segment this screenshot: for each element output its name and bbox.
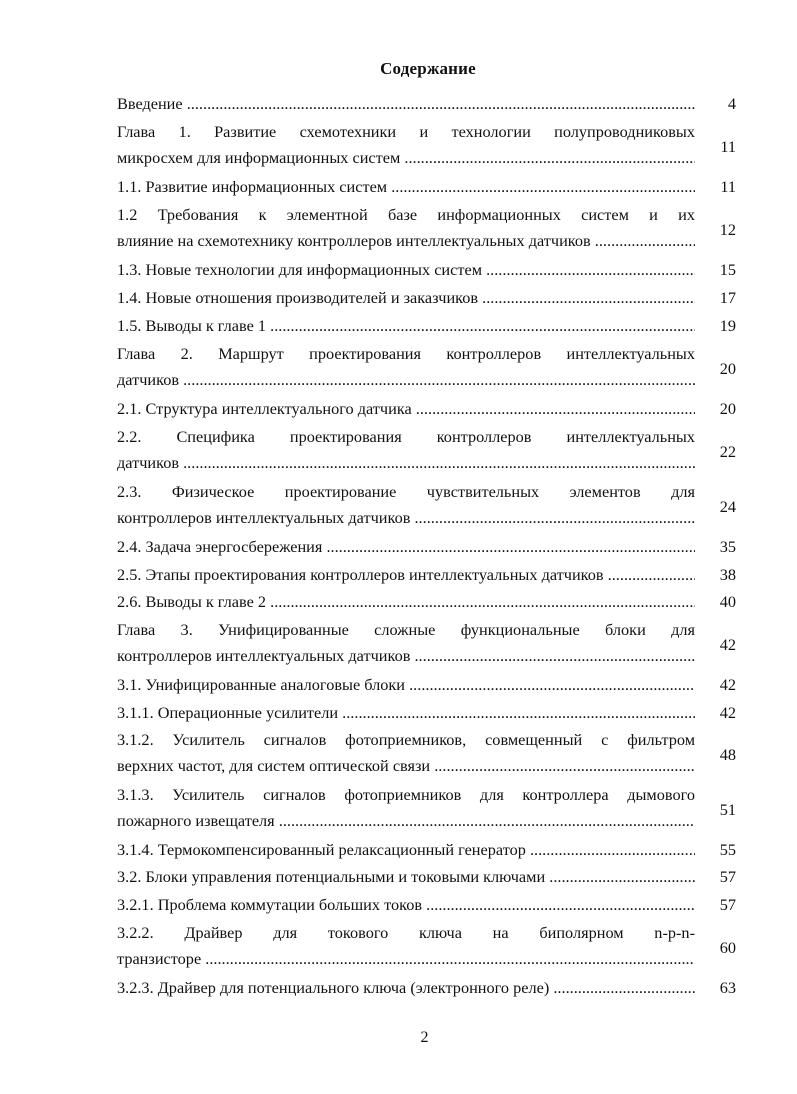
- toc-entry-page: 63: [719, 978, 736, 997]
- toc-entry-page: 38: [719, 565, 736, 584]
- toc-entry-page: 4: [727, 94, 736, 113]
- toc-entry-text: 3.1.1. Операционные усилители .....: [117, 703, 695, 723]
- toc-entry-page: 57: [719, 895, 736, 914]
- toc-entry-page: 40: [719, 592, 736, 611]
- toc-entry-text: микросхем для информационных систем .....: [117, 148, 695, 168]
- toc-entry-text: 3.2.1. Проблема коммутации больших токов .....: [117, 895, 695, 915]
- toc-entry-text: 2.1. Структура интеллектуального датчика .....: [117, 399, 695, 419]
- toc-entry-text: 2.2. Специфика проектирования контроллеров интеллектуальных: [117, 427, 695, 446]
- toc-entry-text: 3.2. Блоки управления потенциальными и токовыми ключами .....: [117, 867, 695, 887]
- toc-entry-text: Глава 1. Развитие схемотехники и технологии полупроводниковых: [117, 122, 695, 141]
- toc-entry-text: датчиков .....: [117, 453, 695, 473]
- toc-entry-text: Введение .....: [117, 94, 695, 114]
- toc-entry-text: 2.6. Выводы к главе 2 .....: [117, 592, 695, 612]
- toc-entry-text: транзисторе .....: [117, 949, 695, 969]
- toc-entry-text: датчиков .....: [117, 370, 695, 390]
- toc-entry-page: 20: [719, 399, 736, 418]
- toc-entry-page: 20: [719, 359, 736, 378]
- toc-title: Содержание: [380, 59, 476, 78]
- toc-entry-text: 2.5. Этапы проектирования контроллеров интеллектуальных датчиков .....: [117, 565, 695, 585]
- toc-entry-page: 11: [720, 177, 736, 196]
- toc-entry-text: 3.1.4. Термокомпенсированный релаксационный генератор .....: [117, 840, 695, 860]
- toc-entry-text: 1.5. Выводы к главе 1 .....: [117, 316, 695, 336]
- toc-entry-page: 17: [719, 288, 736, 307]
- toc-entry-text: Глава 2. Маршрут проектирования контроллеров интеллектуальных: [117, 344, 695, 363]
- toc-entry-text: Глава 3. Унифицированные сложные функциональные блоки для: [117, 620, 695, 639]
- toc-entry-text: пожарного извещателя .....: [117, 811, 695, 831]
- toc-entry-text: 1.1. Развитие информационных систем .....: [117, 177, 695, 197]
- toc-entry-page: 42: [719, 675, 736, 694]
- toc-entry-page: 22: [719, 442, 736, 461]
- toc-entry-text: 2.3. Физическое проектирование чувствительных элементов для: [117, 482, 695, 501]
- toc-entry-text: влияние на схемотехнику контроллеров интеллектуальных датчиков .....: [117, 231, 695, 251]
- toc-entry-page: 42: [719, 703, 736, 722]
- toc-entry-page: 51: [719, 800, 736, 819]
- toc-entry-page: 42: [719, 635, 736, 654]
- page-number: 2: [420, 1029, 429, 1046]
- toc-entry-text: 3.1.3. Усилитель сигналов фотоприемников для контроллера дымового: [117, 785, 695, 804]
- toc-entry-text: 1.4. Новые отношения производителей и заказчиков .....: [117, 288, 695, 308]
- toc-entry-text: 3.2.2. Драйвер для токового ключа на биполярном n-p-n-: [117, 923, 695, 942]
- toc-entry-text: 1.3. Новые технологии для информационных систем .....: [117, 260, 695, 280]
- toc-entry-page: 57: [719, 867, 736, 886]
- toc-entry-page: 11: [720, 137, 736, 156]
- toc-entry-text: 3.2.3. Драйвер для потенциального ключа (электронного реле) .....: [117, 978, 695, 998]
- toc-entry-text: 3.1. Унифицированные аналоговые блоки .....: [117, 675, 695, 695]
- toc-entry-text: 3.1.2. Усилитель сигналов фотоприемников, совмещенный с фильтром: [117, 730, 695, 749]
- toc-entry-text: верхних частот, для систем оптической связи .....: [117, 756, 695, 776]
- toc-entry-page: 55: [719, 840, 736, 859]
- toc-entry-text: 2.4. Задача энергосбережения .....: [117, 537, 695, 557]
- toc-entry-text: контроллеров интеллектуальных датчиков .....: [117, 508, 695, 528]
- toc-entry-page: 24: [719, 497, 736, 516]
- toc-entry-page: 35: [719, 537, 736, 556]
- toc-entry-text: 1.2 Требования к элементной базе информационных систем и их: [117, 205, 695, 224]
- toc-entry-text: контроллеров интеллектуальных датчиков .....: [117, 646, 695, 666]
- toc-entry-page: 60: [719, 938, 736, 957]
- toc-entry-page: 48: [719, 745, 736, 764]
- toc-entry-page: 12: [719, 220, 736, 239]
- toc-entry-page: 15: [719, 260, 736, 279]
- toc-entry-page: 19: [719, 316, 736, 335]
